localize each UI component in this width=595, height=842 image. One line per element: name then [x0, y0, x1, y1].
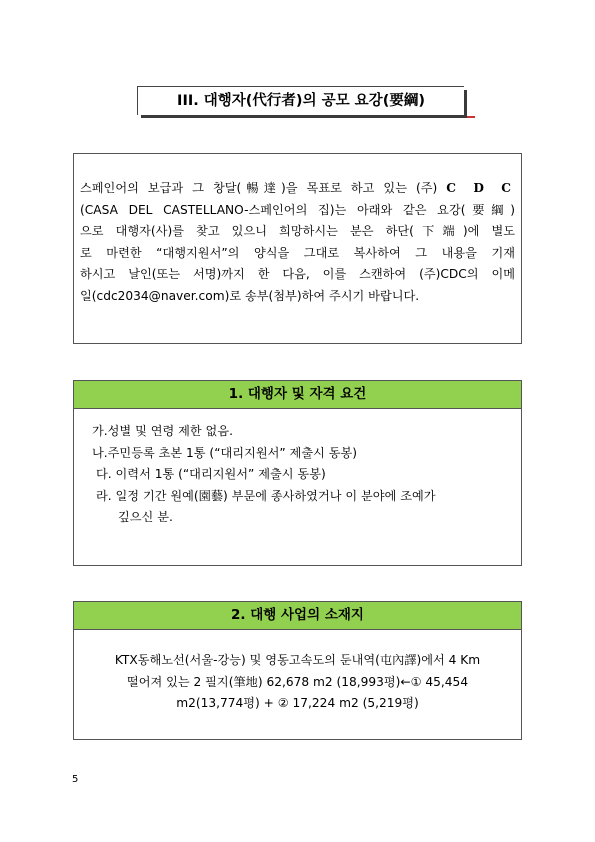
list-item: 나.주민등록 초본 1통 (“대리지원서” 제출시 동봉) [92, 445, 358, 460]
list-item-continuation: 깊으신 분. [118, 510, 173, 524]
intro-line-text: 스페인어의 보급과 그 창달(暢達)을 목표로 하고 있는 (주) [80, 181, 438, 195]
list-item: 가.성별 및 연령 제한 없음. [92, 424, 233, 438]
intro-line: 하시고 날인(또는 서명)까지 한 다음, 이를 스캔하여 (주)CDC의 이메 [80, 267, 515, 282]
intro-box [73, 153, 522, 344]
intro-line: 으로 대행자(사)를 찾고 있으니 희망하시는 분은 하단(下端)에 별도 [80, 224, 515, 239]
intro-paragraph [80, 178, 515, 308]
qualification-list [74, 409, 521, 529]
intro-line [80, 178, 515, 200]
title-block [137, 86, 467, 120]
location-text [74, 630, 521, 715]
location-line: KTX동해노선(서울-강능) 및 영동고속도의 둔내역(屯內譯)에서 4 Km [114, 653, 481, 667]
intro-line: 로 마련한 “대행지원서”의 양식을 그대로 복사하여 그 내용을 기재 [80, 245, 515, 260]
list-item: 라. 일정 기간 원예(園藝) 부문에 종사하였거나 이 분야에 조예가 [96, 488, 436, 503]
location-line: 떨어져 있는 2 필지(筆地) 62,678 m2 (18,993평)←① 45,454 [126, 674, 469, 689]
company-name: C D C [446, 181, 515, 195]
section-heading: 1. 대행자 및 자격 요건 [74, 381, 521, 409]
qualification-section [73, 380, 522, 566]
title-accent-mark [467, 116, 475, 118]
location-section [73, 601, 522, 740]
location-line: m2(13,774평) + ② 17,224 m2 (5,219평) [176, 696, 419, 710]
intro-line: (CASA DEL CASTELLANO-스페인어의 집)는 아래와 같은 요강(要綱) [80, 202, 515, 217]
section-heading: 2. 대행 사업의 소재지 [74, 602, 521, 630]
list-item: 다. 이력서 1통 (“대리지원서” 제출시 동봉) [96, 467, 326, 481]
page-number: 5 [72, 774, 79, 785]
intro-line: 일(cdc2034@naver.com)로 송부(첨부)하여 주시기 바랍니다. [80, 288, 420, 303]
page-title: III. 대행자(代行者)의 공모 요강(要綱) [137, 86, 464, 115]
